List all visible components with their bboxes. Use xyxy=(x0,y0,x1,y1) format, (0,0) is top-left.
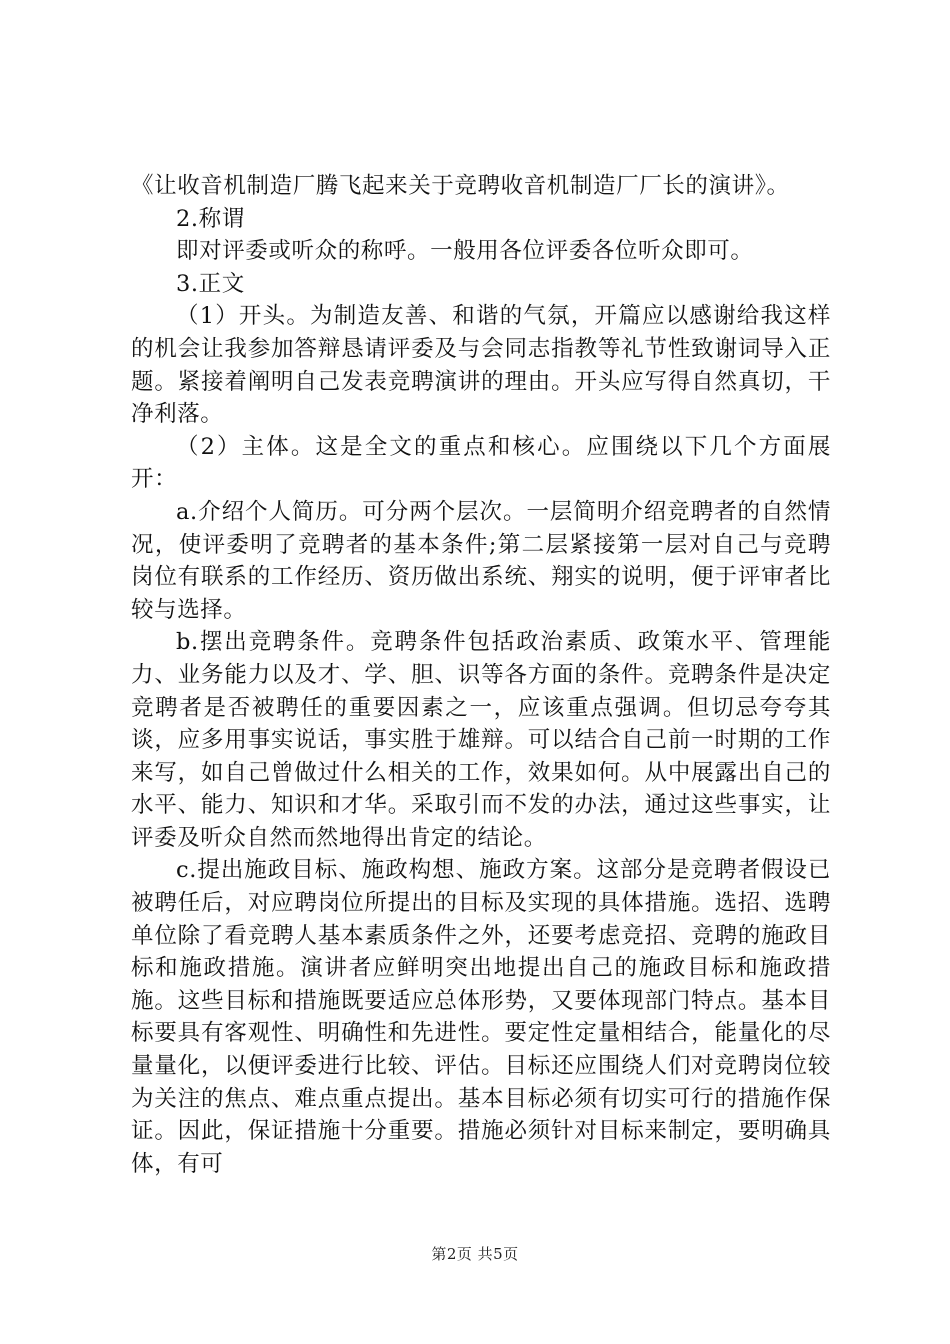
paragraph-heading-main-text: 3.正文 xyxy=(176,270,245,297)
document-body xyxy=(131,170,831,1180)
paragraph-title-continuation: 《让收音机制造厂腾飞起来关于竞聘收音机制造厂厂长的演讲》。 xyxy=(131,173,790,199)
paragraph-item-c: c.提出施政目标、施政构想、施政方案。这部分是竞聘者假设已被聘任后，对应聘岗位所提出的目标及实现的具体措施。选招、选聘单位除了看竞聘人基本素质条件之外，还要考虑竞招、竞聘的施政目标和施政措施。演讲者应鲜明突出地提出自己的施政目标和施政措施。这些目标和措施既要适应总体形势，又要体现部门特点。基本目标要具有客观性、明确性和先进性。要定性定量相结合，能量化的尽量量化，以便评委进行比较、评估。目标还应围绕人们对竞聘岗位较为关注的焦点、难点重点提出。基本目标必须有切实可行的措施作保证。因此，保证措施十分重要。措施必须针对目标来制定，要明确具体，有可 xyxy=(131,857,831,1177)
paragraph-body-intro: （2）主体。这是全文的重点和核心。应围绕以下几个方面展开： xyxy=(131,433,831,493)
paragraph-item-b: b.摆出竞聘条件。竞聘条件包括政治素质、政策水平、管理能力、业务能力以及才、学、胆、识等各方面的条件。竞聘条件是决定竞聘者是否被聘任的重要因素之一，应该重点强调。但切忌夸夸其谈，应多用事实说话，事实胜于雄辩。可以结合自己前一时期的工作来写，如自己曾做过什么相关的工作，效果如何。从中展露出自己的水平、能力、知识和才华。采取引而不发的办法，通过这些事实，让评委及听众自然而然地得出肯定的结论。 xyxy=(131,629,831,851)
paragraph-salutation-body: 即对评委或听众的称呼。一般用各位评委各位听众即可。 xyxy=(176,238,754,265)
paragraph-item-a: a.介绍个人简历。可分两个层次。一层简明介绍竞聘者的自然情况，使评委明了竞聘者的基本条件;第二层紧接第一层对自己与竞聘岗位有联系的工作经历、资历做出系统、翔实的说明，便于评审者比较与选择。 xyxy=(131,498,831,623)
page-number-footer: 第2页 共5页 xyxy=(431,1245,519,1263)
paragraph-heading-salutation: 2.称谓 xyxy=(176,205,245,232)
paragraph-opening: （1）开头。为制造友善、和谐的气氛，开篇应以感谢给我这样的机会让我参加答辩恳请评委及与会同志指教等礼节性致谢词导入正题。紧接着阐明自己发表竞聘演讲的理由。开头应写得自然真切，干净利落。 xyxy=(131,303,831,428)
